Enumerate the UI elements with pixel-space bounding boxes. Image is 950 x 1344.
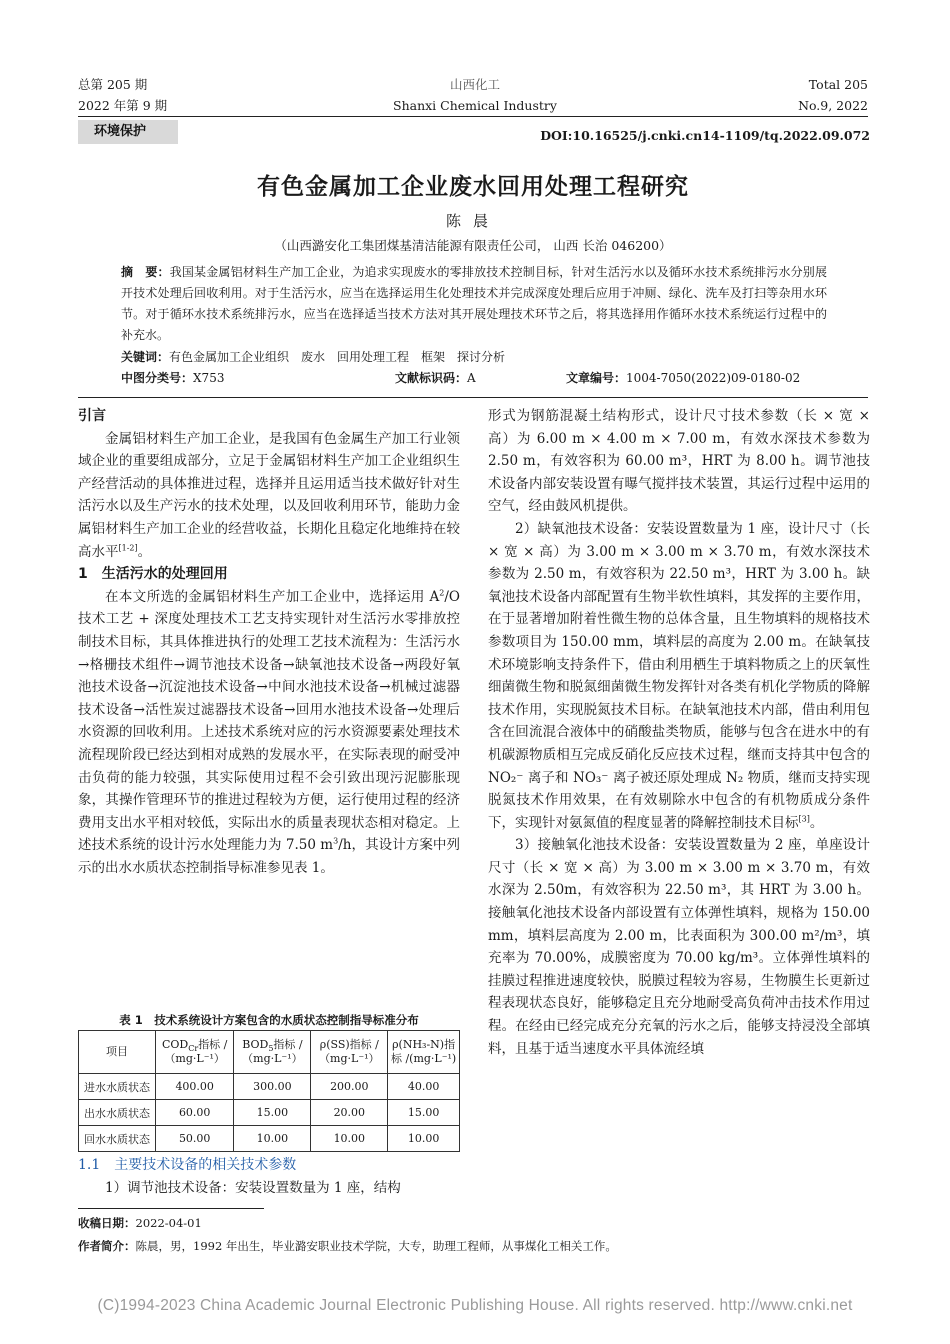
paper-title: 有色金属加工企业废水回用处理工程研究 [257, 174, 689, 200]
table-header-nh3n: ρ(NH₃-N)指标 /(mg·L⁻¹) [388, 1031, 460, 1074]
table-cell: 出水水质状态 [79, 1100, 156, 1126]
cod-label: COD [161, 1038, 189, 1051]
left-column-bottom [78, 1154, 460, 1199]
section-tag: 环境保护 [78, 120, 178, 144]
received-date [78, 1215, 202, 1231]
copyright-watermark: (C)1994-2023 China Academic Journal Electronic Publishing House. All rights reserved. http://www.cnki.net [97, 1297, 853, 1314]
table-cell: 10.00 [311, 1126, 388, 1152]
table-cell: 60.00 [156, 1100, 234, 1126]
table-cell: 进水水质状态 [79, 1074, 156, 1100]
table-cell: 10.00 [234, 1126, 311, 1152]
abstract [121, 262, 827, 346]
p2-citation: [3] [798, 814, 810, 824]
table-row [79, 1126, 460, 1152]
total-en: Total 205 [808, 77, 868, 92]
header-rule [78, 116, 868, 117]
issue-total-cn: 总第 205 期 [78, 77, 148, 92]
s1-text-c: /h，其设计方案中列示的出水水质状态控制指导标准参见表 1。 [78, 837, 460, 876]
article-number [566, 369, 800, 387]
table-cell: 40.00 [388, 1074, 460, 1100]
footnote-rule [78, 1208, 264, 1209]
intro-text: 金属铝材料生产加工企业，是我国有色金属生产加工行业领域企业的重要组成部分，立足于金属铝材料生产加工企业组织生产经营活动的具体推进过程，选择并且运用适当技术做好针对生活污水以及生产污水的技术处理，以及回收利用环节，能助力金属铝材料生产加工企业的经营收益，长期化且稳定化地维持在较高水平 [78, 430, 460, 560]
s1-sup-2: 3 [333, 836, 339, 846]
p2-text: 2）缺氧池技术设备：安装设置数量为 1 座，设计尺寸（长 × 宽 × 高）为 3.00 m × 3.00 m × 3.70 m，有效水深技术参数为 2.50 m，有效容积为 22.50 m³，HRT 为 3.00 h。缺氧池技术设备内部配置有生物半软性填料，其发挥的主要作用，在于显著增加附着性微生物的总体含量，且生物填料的规格技术参数项目为 150.00 mm，填料层的高度为 2.00 m。在缺氧技术环境影响支持条件下，借由利用栖生于填料物质之上的厌氧性细菌微生物和脱氮细菌微生物发挥针对各类有机化学物质的降解技术作用，实现脱氮技术目标。在缺氧池技术内部，借由利用包含在回流混合液体中的硝酸盐类物质，能够与包含在进水中的有机碳源物质相互完成反硝化反应技术过程，继而支持其中包含的 NO₂⁻ 离子和 NO₃⁻ 离子被还原处理成 N₂ 物质，继而支持实现脱氮技术作用效果，在有效剔除水中包含的有机物质成分条件下，实现针对氨氮值的程度显著的降解控制技术目标 [488, 520, 870, 831]
clc-label: 中图分类号： [121, 371, 194, 385]
doc-code [395, 369, 476, 387]
abstract-text: 我国某金属铝材料生产加工企业，为追求实现废水的零排放技术控制目标，针对生活污水以及循环水技术系统排污水分别展开技术处理后回收利用。对于生活污水，应当在选择运用生化处理技术并完成深度处理后应用于冲厕、绿化、洗车及打扫等杂用水环节。对于循环水技术系统排污水，应当在选择适当技术方法对其开展处理技术环节之后，将其选择用作循环水技术系统运行过程中的补充水。 [121, 265, 827, 342]
intro-citation: [1-2] [118, 543, 138, 553]
table-cell: 15.00 [234, 1100, 311, 1126]
bio-label: 作者简介： [78, 1239, 136, 1253]
article-no-value: 1004-7050(2022)09-0180-02 [626, 371, 801, 385]
left-column [78, 405, 460, 879]
doc-code-value: A [467, 371, 476, 385]
table-cell: 200.00 [311, 1074, 388, 1100]
s1-sup: 2 [439, 588, 445, 598]
doi[interactable]: DOI:10.16525/j.cnki.cn14-1109/tq.2022.09.072 [540, 128, 870, 143]
table-cell: 300.00 [234, 1074, 311, 1100]
section-1-heading: 1 生活污水的处理回用 [78, 566, 228, 583]
table-header-cod [156, 1031, 234, 1074]
article-no-label: 文章编号： [566, 371, 627, 385]
keywords-label: 关键词： [121, 350, 170, 364]
right-column [488, 405, 870, 1060]
issue-year-cn: 2022 年第 9 期 [78, 98, 168, 113]
table-row [79, 1074, 460, 1100]
bod-label: BOD [242, 1038, 269, 1051]
clc-value: X753 [193, 371, 225, 385]
doc-code-label: 文献标识码： [395, 371, 468, 385]
s1-text-a: 在本文所选的金属铝材料生产加工企业中，选择运用 A [105, 588, 440, 605]
cod-sub: Cr [188, 1044, 199, 1054]
table-header-ss: ρ(SS)指标 /（mg·L⁻¹） [311, 1031, 388, 1074]
paragraph-1-start: 1）调节池技术设备：安装设置数量为 1 座，结构 [105, 1179, 401, 1196]
bod-suffix: 指标 /（mg·L⁻¹） [242, 1038, 303, 1065]
abstract-rule [78, 397, 868, 398]
received-value: 2022-04-01 [135, 1216, 202, 1230]
table-1 [78, 1030, 460, 1152]
abstract-label: 摘 要： [121, 265, 170, 279]
table-row [79, 1100, 460, 1126]
cod-suffix: 指标 /（mg·L⁻¹） [164, 1038, 228, 1065]
table-cell: 回水水质状态 [79, 1126, 156, 1152]
table-cell: 10.00 [388, 1126, 460, 1152]
table-cell: 400.00 [156, 1074, 234, 1100]
table-cell: 15.00 [388, 1100, 460, 1126]
table-header-bod [234, 1031, 311, 1074]
table-header-item: 项目 [79, 1031, 156, 1074]
table-cell: 20.00 [311, 1100, 388, 1126]
paragraph-2: 2）缺氧池技术设备：安装设置数量为 1 座，设计尺寸（长 × 宽 × 高）为 3.00 m × 3.00 m × 3.70 m，有效水深技术参数为 2.50 m，有效容积为 22.50 m³，HRT 为 3.00 h。缺氧池技术设备内部配置有生物半软性填料，其发挥的主要作用，在于显著增加附着性微生物的总体含量，且生物填料的规格技术参数项目为 150.00 mm，填料层的高度为 2.00 m。在缺氧技术环境影响支持条件下，借由利用栖生于填料物质之上的厌氧性细菌微生物和脱氮细菌微生物发挥针对各类有机化学物质的降解技术作用，实现脱氮技术目标。在缺氧池技术内部，借由利用包含在回流混合液体中的硝酸盐类物质，能够与包含在进水中的有机碳源物质相互完成反硝化反应技术过程，继而支持其中包含的 NO₂⁻ 离子和 NO₃⁻ 离子被还原处理成 N₂ 物质，继而支持实现脱氮技术作用效果，在有效剔除水中包含的有机物质成分条件下，实现针对氨氮值的程度显著的降解控制技术目标[3]。 [488, 520, 870, 831]
bod-sub: 5 [268, 1044, 274, 1054]
bio-value: 陈晨，男，1992 年出生，毕业潞安职业技术学院，大专，助理工程师，从事煤化工相关工作。 [135, 1239, 617, 1253]
table-1-caption: 表 1 技术系统设计方案包含的水质状态控制指导标准分布 [119, 1013, 419, 1027]
keywords-text: 有色金属加工企业组织 废水 回用处理工程 框架 探讨分析 [169, 350, 506, 364]
section-1-paragraph [78, 586, 460, 880]
section-1-1-heading: 1.1 主要技术设备的相关技术参数 [78, 1157, 297, 1173]
intro-heading: 引言 [78, 408, 106, 424]
paragraph-3: 3）接触氧化池技术设备：安装设置数量为 2 座，单座设计尺寸（长 × 宽 × 高）为 3.00 m × 3.00 m × 3.70 m，有效水深为 2.50m，有效容积为 22.50 m³，其 HRT 为 3.00 h。接触氧化池技术设备内部设置有立体弹性填料，规格为 150.00 mm，填料层高度为 2.00 m，比表面积为 300.00 m²/m³，填充率为 70.00%，成膜密度为 70.00 kg/m³。立体弹性填料的挂膜过程推进速度较快，脱膜过程较为容易，生物膜生长更新过程表现状态良好，能够稳定且充分地耐受高负荷冲击技术作用过程。在经由已经完成充分充氧的污水之后，能够支持浸没全部填料，且基于适当速度水平具体流经填 [488, 837, 870, 1057]
table-cell: 50.00 [156, 1126, 234, 1152]
clc-number [121, 369, 224, 387]
issue-no-en: No.9, 2022 [798, 98, 868, 113]
paragraph-1-continued: 形式为钢筋混凝土结构形式，设计尺寸技术参数（长 × 宽 × 高）为 6.00 m × 4.00 m × 7.00 m，有效水深技术参数为 2.50 m，有效容积为 60.00 m³，HRT 为 8.00 h。调节池技术设备内部安装设置有曝气搅拌技术装置，其运行过程中运用的空气，经由鼓风机提供。 [488, 408, 870, 515]
intro-paragraph: 金属铝材料生产加工企业，是我国有色金属生产加工行业领域企业的重要组成部分，立足于金属铝材料生产加工企业组织生产经营活动的具体推进过程，选择并且运用适当技术做好针对生活污水以及生产污水的技术处理，以及回收利用环节，能助力金属铝材料生产加工企业的经营收益，长期化且稳定化地维持在较高水平[1-2]。 [78, 430, 460, 560]
journal-name-cn: 山西化工 [449, 77, 500, 92]
author: 陈晨 [445, 212, 500, 230]
keywords [121, 348, 505, 366]
author-bio [78, 1238, 617, 1254]
affiliation: （山西潞安化工集团煤基清洁能源有限责任公司， 山西 长治 046200） [274, 238, 672, 253]
s1-text-b: /O 技术工艺 + 深度处理技术工艺支持实现针对生活污水零排放控制技术目标，其具体推进执行的处理工艺技术流程为：生活污水→格栅技术组件→调节池技术设备→缺氧池技术设备→两段好氧池技术设备→沉淀池技术设备→中间水池技术设备→机械过滤器技术设备→活性炭过滤器技术设备→回用水池技术设备→处理后水资源的回收利用。上述技术系统对应的污水资源要素处理技术流程现阶段已经达到相对成熟的发展水平，在实际表现的耐受冲击负荷的能力较强，其实际使用过程不会引致出现污泥膨胀现象，其操作管理环节的推进过程较为方便，运行使用过程的经济费用支出水平相对较低，实际出水的质量表现状态相对稳定。上述技术系统的设计污水处理能力为 7.50 m [78, 588, 460, 854]
received-label: 收稿日期： [78, 1216, 136, 1230]
journal-name-en: Shanxi Chemical Industry [393, 98, 557, 113]
table-header-row [79, 1031, 460, 1074]
